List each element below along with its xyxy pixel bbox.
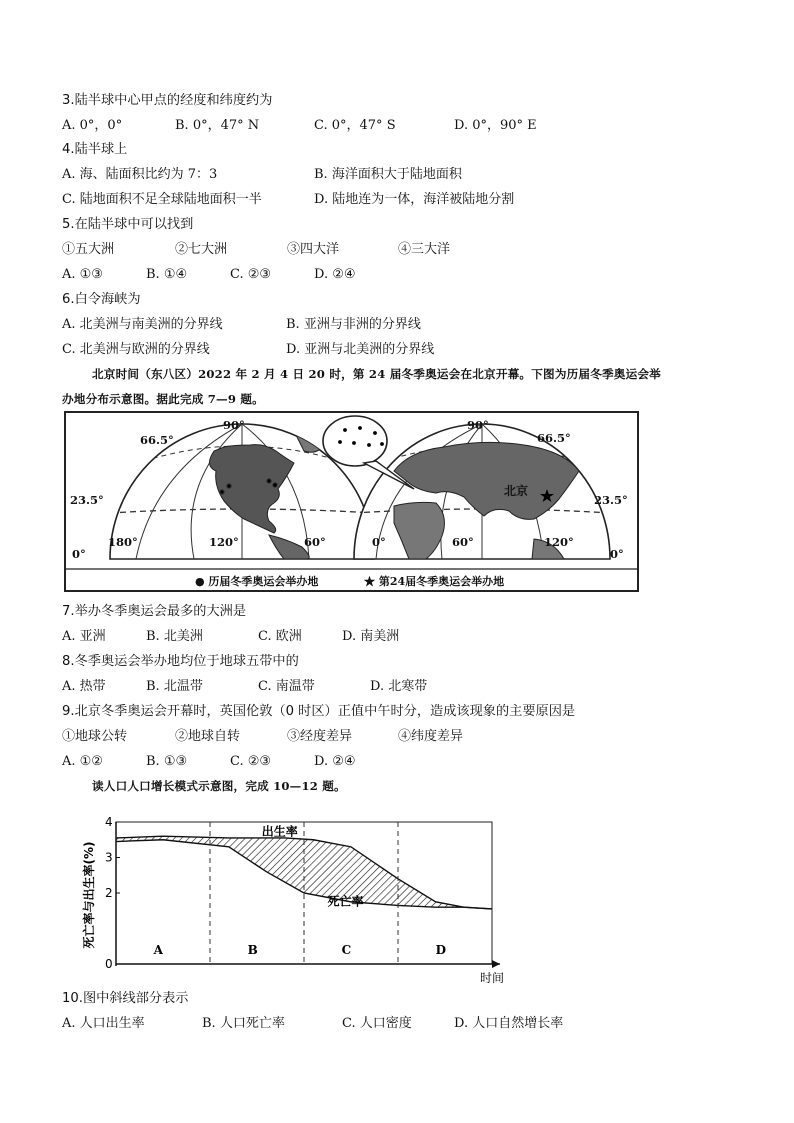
y-tick-label: 2 — [105, 886, 113, 900]
q7-option-c: C. 欧洲 — [258, 629, 302, 644]
q5-option-b: B. ①④ — [146, 267, 188, 282]
y-tick-label: 4 — [105, 815, 113, 829]
q3-option-c: C. 0°，47° S — [314, 118, 396, 133]
q3-option-b: B. 0°，47° N — [175, 118, 260, 133]
q6-option-a: A. 北美洲与南美洲的分界线 — [62, 317, 223, 332]
q9-stem: 9.北京冬季奥运会开幕时，英国伦敦（0 时区）正值中午时分，造成该现象的主要原因是 — [62, 704, 576, 719]
q6-option-c: C. 北美洲与欧洲的分界线 — [62, 342, 210, 357]
lon-label-60e: 60° — [452, 535, 474, 549]
host-city-dot — [352, 441, 356, 445]
host-city-dot — [343, 428, 347, 432]
intro-10-12: 读人口人口增长模式示意图，完成 10—12 题。 — [92, 779, 346, 793]
stage-label: C — [341, 943, 352, 957]
host-city-dot — [227, 484, 231, 488]
stage-label: B — [247, 943, 258, 957]
q5-stem: 5.在陆半球中可以找到 — [62, 217, 194, 232]
q10-stem: 10.图中斜线部分表示 — [62, 991, 189, 1006]
host-city-dot — [358, 426, 362, 430]
q9-item-1: ①地球公转 — [62, 729, 128, 744]
q9-item-4: ④纬度差异 — [398, 729, 464, 744]
y-tick-label: 0 — [105, 957, 113, 971]
q4-stem: 4.陆半球上 — [62, 142, 128, 157]
q8-option-c: C. 南温带 — [258, 679, 315, 694]
q10-option-b: B. 人口死亡率 — [202, 1016, 285, 1031]
q9-option-b: B. ①③ — [146, 754, 188, 769]
lat-label-0-east: 0° — [610, 547, 624, 561]
lat-label-23-east: 23.5° — [594, 493, 628, 507]
stage-label: D — [435, 943, 447, 957]
lon-label-60w: 60° — [304, 535, 326, 549]
intro-7-9-line2: 办地分布示意图。据此完成 7—9 题。 — [62, 392, 264, 406]
intro-7-9-line1: 北京时间（东八区）2022 年 2 月 4 日 20 时，第 24 届冬季奥运会在北京开幕。下图为历届冬季奥运会举 — [92, 367, 661, 381]
host-city-dot — [220, 490, 224, 494]
q3-stem: 3.陆半球中心甲点的经度和纬度约为 — [62, 93, 273, 108]
q9-option-a: A. ①② — [62, 754, 103, 769]
q9-item-2: ②地球自转 — [175, 729, 241, 744]
q5-option-d: D. ②④ — [314, 267, 356, 282]
q10-option-d: D. 人口自然增长率 — [454, 1016, 564, 1031]
q4-option-a: A. 海、陆面积比约为 7：3 — [62, 167, 218, 182]
q6-stem: 6.白令海峡为 — [62, 292, 141, 307]
q5-item-2: ②七大洲 — [175, 242, 228, 257]
q4-option-b: B. 海洋面积大于陆地面积 — [314, 167, 462, 182]
q7-option-a: A. 亚洲 — [62, 629, 106, 644]
legend-star-label: ★ 第24届冬季奥运会举办地 — [364, 575, 505, 588]
q8-stem: 8.冬季奥运会举办地均位于地球五带中的 — [62, 654, 299, 669]
q8-option-a: A. 热带 — [62, 679, 106, 694]
q10-option-a: A. 人口出生率 — [62, 1016, 145, 1031]
lon-label-0: 0° — [372, 535, 386, 549]
q3-option-a: A. 0°，0° — [62, 118, 123, 133]
population-growth-chart — [75, 810, 515, 985]
host-city-dot — [267, 479, 271, 483]
lon-label-120e: 120° — [544, 535, 574, 549]
beijing-label: 北京 — [504, 484, 529, 498]
winter-olympics-map — [64, 411, 639, 592]
host-city-dot — [338, 440, 342, 444]
q6-option-b: B. 亚洲与非洲的分界线 — [286, 317, 421, 332]
q6-option-d: D. 亚洲与北美洲的分界线 — [286, 342, 435, 357]
q4-option-d: D. 陆地连为一体，海洋被陆地分割 — [314, 192, 515, 207]
host-city-dot — [273, 483, 277, 487]
lat-label-0-west: 0° — [72, 547, 86, 561]
q8-option-d: D. 北寒带 — [370, 679, 428, 694]
q7-stem: 7.举办冬季奥运会最多的大洲是 — [62, 604, 247, 619]
lat-label-66-east: 66.5° — [537, 431, 571, 445]
q4-option-c: C. 陆地面积不足全球陆地面积一半 — [62, 192, 262, 207]
birth-rate-label: 出生率 — [261, 824, 298, 839]
q9-option-c: C. ②③ — [230, 754, 272, 769]
q5-item-4: ④三大洋 — [398, 242, 451, 257]
host-city-dot — [367, 443, 371, 447]
host-city-dot — [380, 442, 384, 446]
lon-label-120w: 120° — [209, 535, 239, 549]
q5-item-3: ③四大洋 — [287, 242, 340, 257]
q7-option-d: D. 南美洲 — [342, 629, 400, 644]
x-axis-label: 时间 — [480, 971, 505, 985]
lat-label-66: 66.5° — [140, 433, 174, 447]
y-tick-label: 3 — [105, 850, 113, 865]
x-axis-arrow — [492, 960, 500, 968]
q8-option-b: B. 北温带 — [146, 679, 203, 694]
q9-option-d: D. ②④ — [314, 754, 356, 769]
q5-option-a: A. ①③ — [62, 267, 103, 282]
callout-bubble — [323, 416, 387, 466]
q5-option-c: C. ②③ — [230, 267, 272, 282]
legend-dot-label: ● 历届冬季奥运会举办地 — [195, 575, 319, 588]
y-axis-label: 死亡率与出生率(%) — [82, 841, 96, 949]
death-rate-label: 死亡率 — [327, 894, 364, 909]
lon-label-90w: 90° — [223, 418, 245, 432]
host-city-dot — [373, 431, 377, 435]
q7-option-b: B. 北美洲 — [146, 629, 203, 644]
q5-item-1: ①五大洲 — [62, 242, 115, 257]
q9-item-3: ③经度差异 — [287, 729, 353, 744]
lat-label-23-west: 23.5° — [70, 493, 104, 507]
stage-label: A — [153, 943, 163, 957]
q3-option-d: D. 0°，90° E — [454, 118, 537, 133]
q10-option-c: C. 人口密度 — [342, 1016, 412, 1031]
lon-label-90e-text: 90° — [467, 418, 489, 432]
lon-label-180: 180° — [108, 535, 138, 549]
